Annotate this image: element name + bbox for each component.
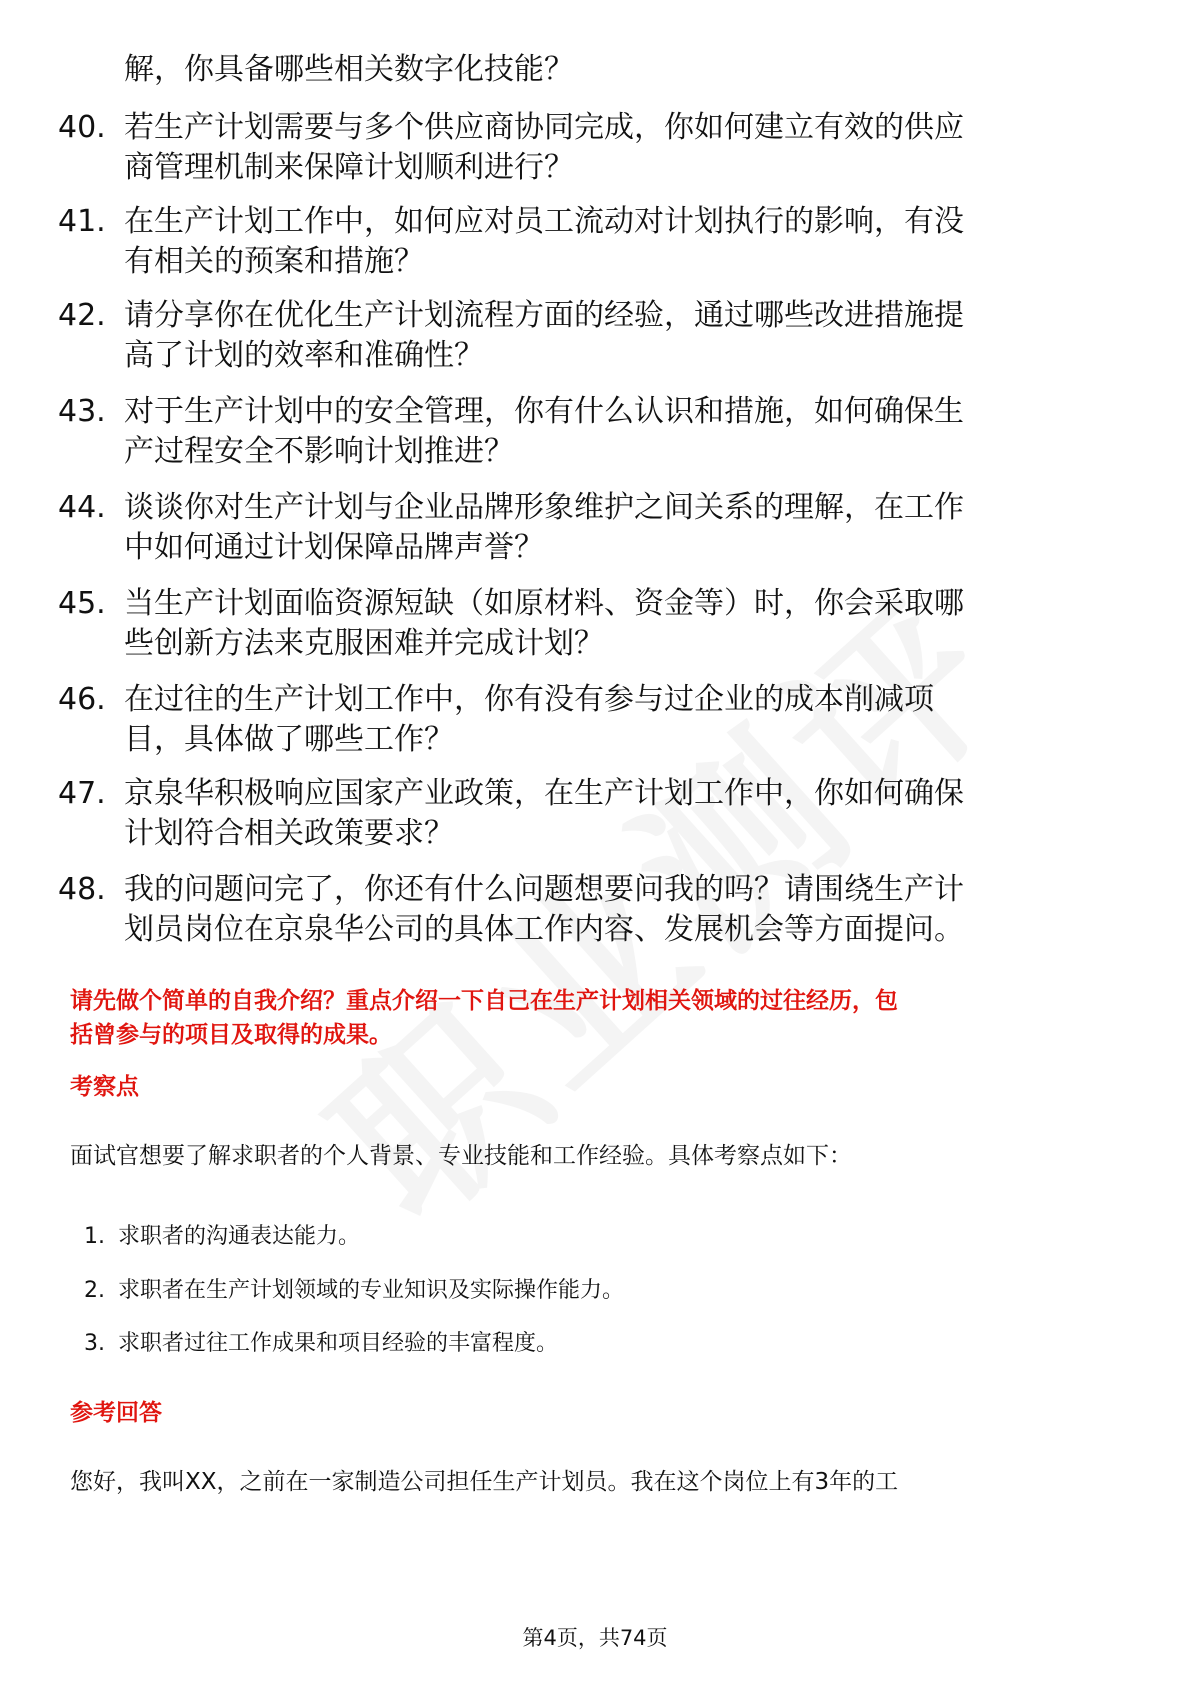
list-item: 2. 求职者在生产计划领域的专业知识及实际操作能力。 (84, 1278, 625, 1303)
question-41: 41. 在生产计划工作中，如何应对员工流动对计划执行的影响，有没 有相关的预案和措施？ (58, 204, 964, 279)
question-continuation: 解，你具备哪些相关数字化技能？ (124, 52, 574, 87)
reference-answer: 您好，我叫XX，之前在一家制造公司担任生产计划员。我在这个岗位上有3年的工 (70, 1469, 899, 1495)
question-44: 44. 谈谈你对生产计划与企业品牌形象维护之间关系的理解，在工作 中如何通过计划保障品牌声誉？ (58, 490, 964, 565)
question-40: 40. 若生产计划需要与多个供应商协同完成，你如何建立有效的供应 商管理机制来保障计划顺利进行？ (58, 110, 964, 185)
question-46: 46. 在过往的生产计划工作中，你有没有参与过企业的成本削减项 目，具体做了哪些工作？ (58, 682, 934, 757)
question-42: 42. 请分享你在优化生产计划流程方面的经验，通过哪些改进措施提 高了计划的效率和准确性？ (58, 298, 964, 373)
exam-points-heading: 考察点 (70, 1074, 139, 1100)
list-item: 1. 求职者的沟通表达能力。 (84, 1224, 361, 1249)
reference-heading: 参考回答 (70, 1400, 162, 1426)
exam-points-intro: 面试官想要了解求职者的个人背景、专业技能和工作经验。具体考察点如下： (70, 1143, 852, 1169)
question-43: 43. 对于生产计划中的安全管理，你有什么认识和措施，如何确保生 产过程安全不影响计划推进？ (58, 394, 964, 469)
list-item: 3. 求职者过往工作成果和项目经验的丰富程度。 (84, 1331, 559, 1356)
question-45: 45. 当生产计划面临资源短缺（如原材料、资金等）时，你会采取哪 些创新方法来克服困难并完成计划？ (58, 586, 964, 661)
question-47: 47. 京泉华积极响应国家产业政策，在生产计划工作中，你如何确保 计划符合相关政策要求？ (58, 776, 964, 851)
highlight-question: 请先做个简单的自我介绍？重点介绍一下自己在生产计划相关领域的过往经历，包 括曾参与的项目及取得的成果。 (70, 988, 898, 1048)
page-number: 第4页，共74页 (522, 1626, 668, 1650)
question-48: 48. 我的问题问完了，你还有什么问题想要问我的吗？请围绕生产计 划员岗位在京泉华公司的具体工作内容、发展机会等方面提问。 (58, 872, 964, 947)
